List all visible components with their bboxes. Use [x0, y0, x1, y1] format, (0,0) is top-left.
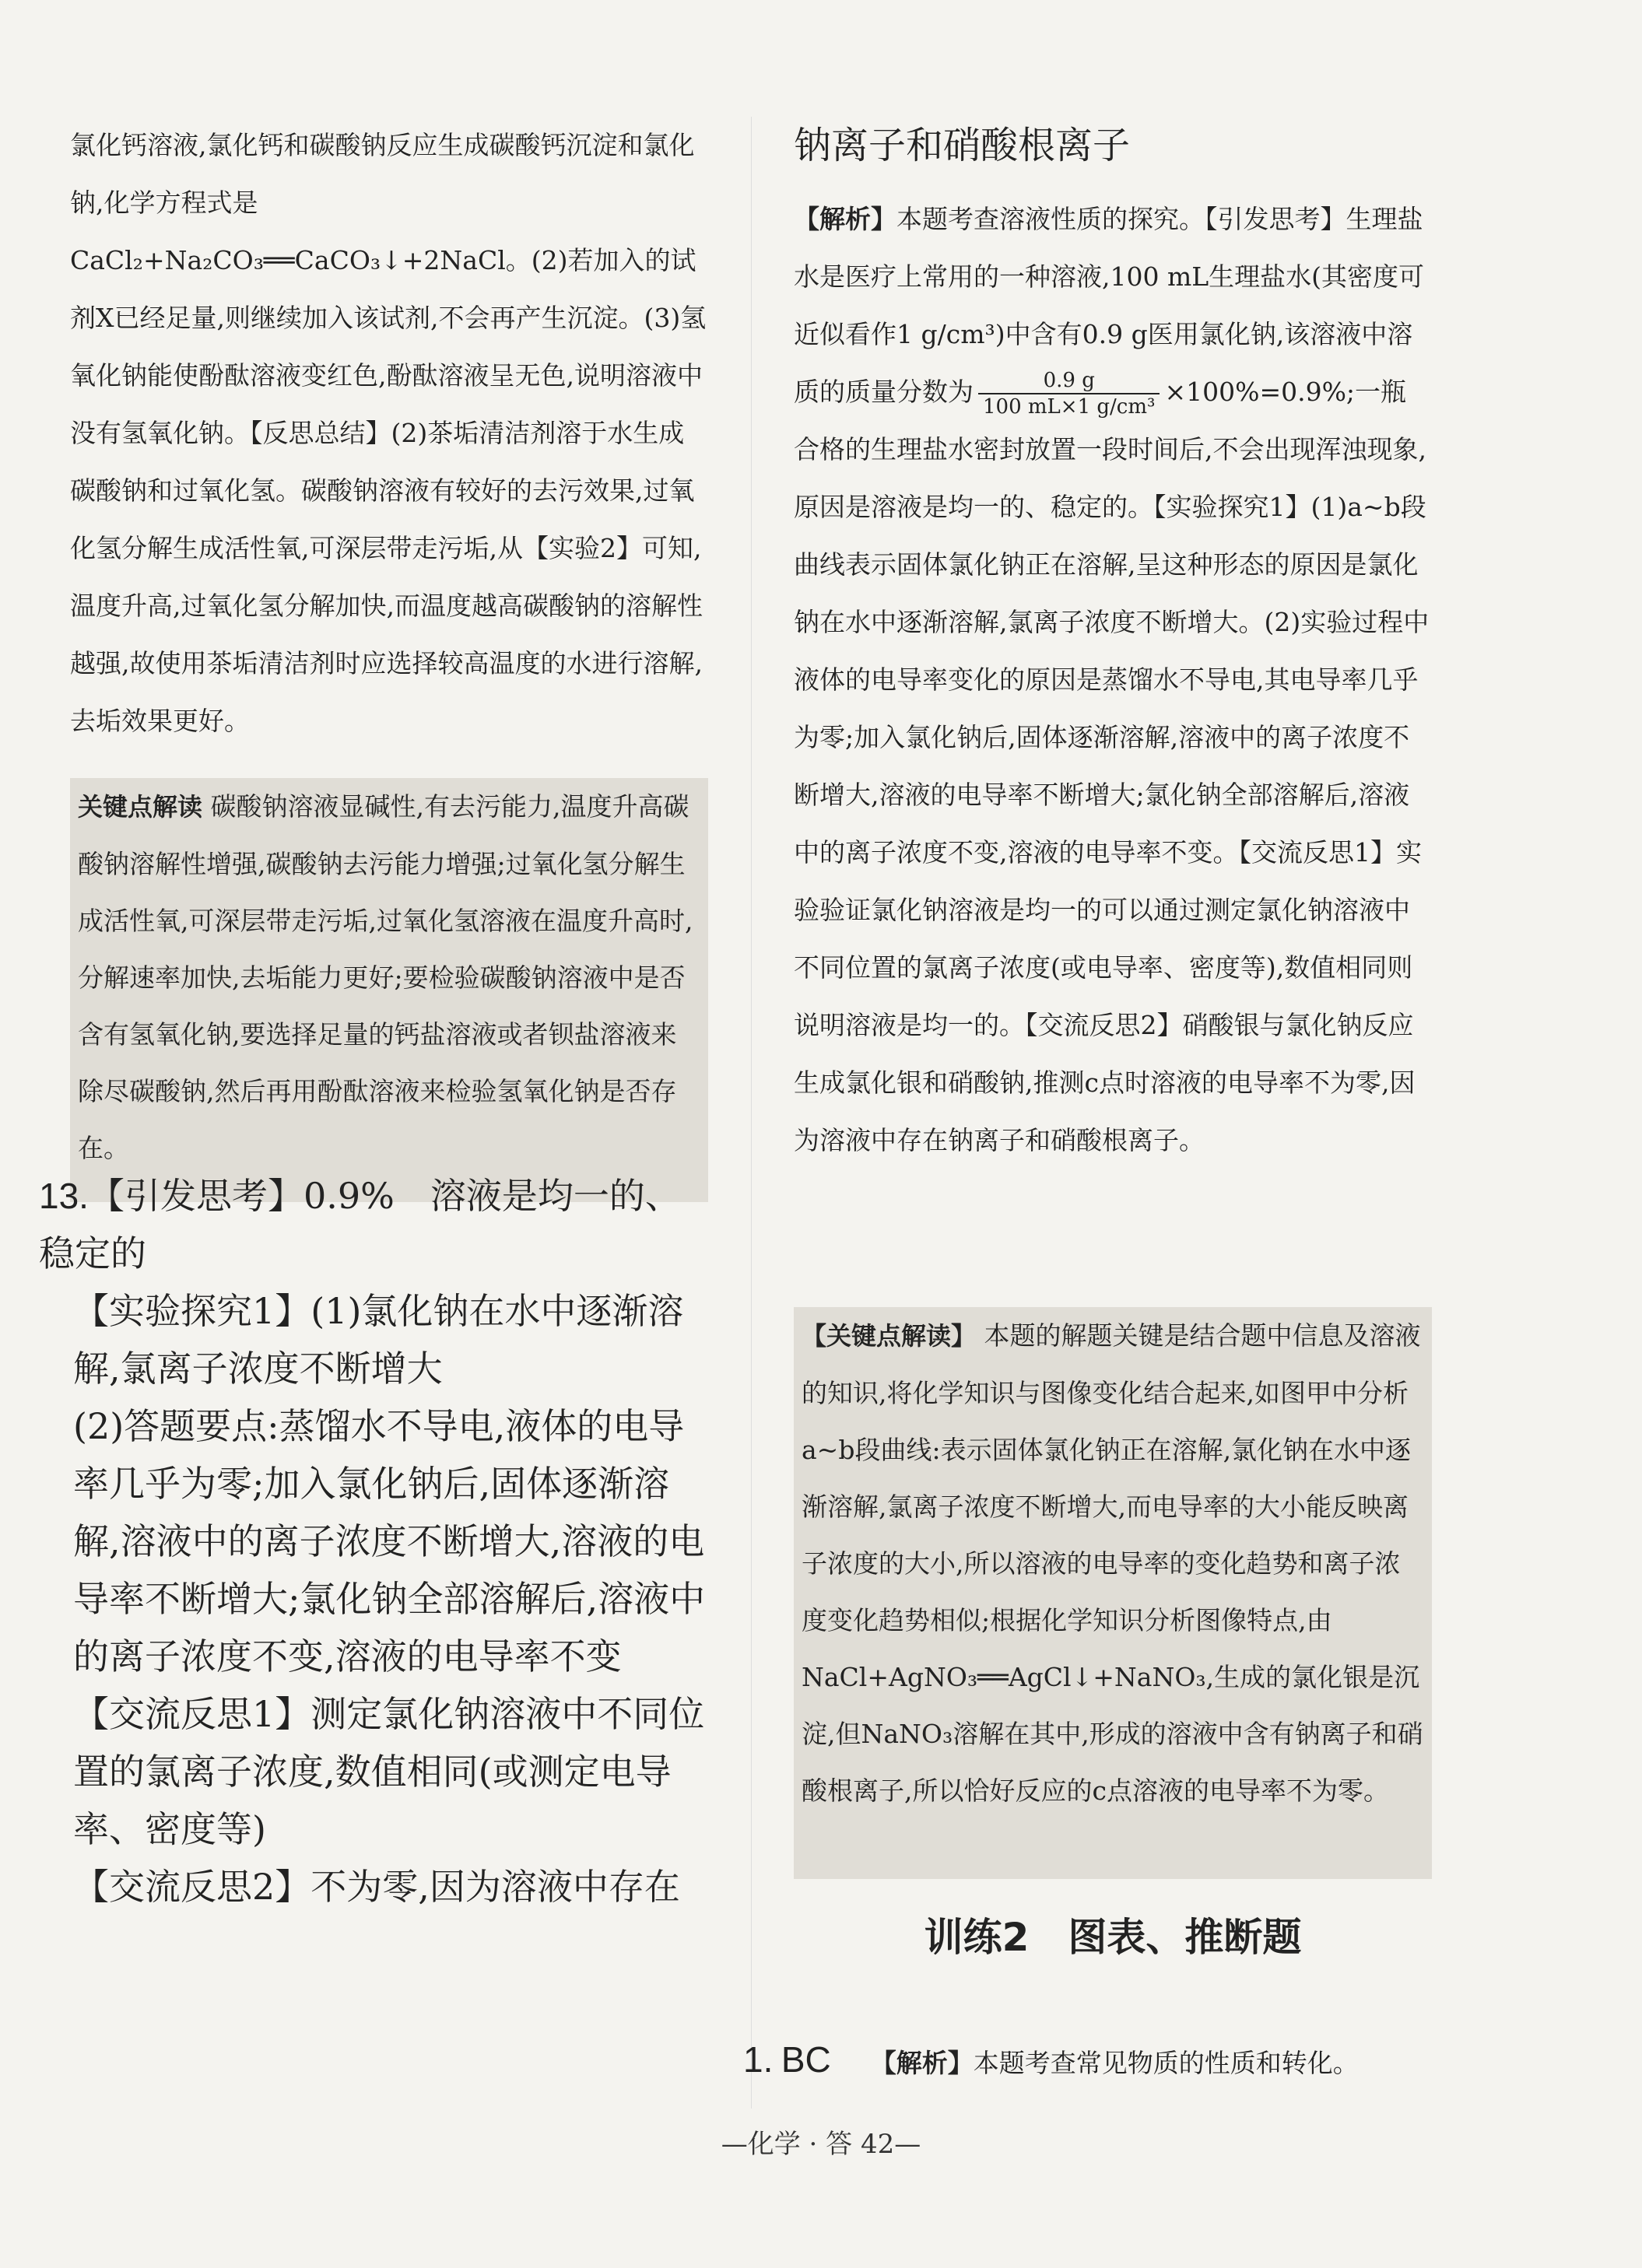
q13-line-1: [39, 1167, 716, 1282]
analysis-tag: 【解析】: [794, 204, 896, 234]
left-paragraph-text: 氯化钙溶液,氯化钙和碳酸钠反应生成碳酸钙沉淀和氯化钠,化学方程式是 CaCl₂+Na₂CO₃══CaCO₃↓+2NaCl。(2)若加入的试剂X已经足量,则继续加入该试剂,不会再产生沉淀。(3)氢氧化钠能使酚酞溶液变红色,酚酞溶液呈无色,说明溶液中没有氢氧化钠。【反思总结】(2)茶垢清洁剂溶于水生成碳酸钠和过氧化氢。碳酸钠溶液有较好的去污效果,过氧化氢分解生成活性氧,可深层带走污垢,从【实验2】可知,温度升高,过氧化氢分解加快,而温度越高碳酸钠的溶解性越强,故使用茶垢清洁剂时应选择较高温度的水进行溶解,去垢效果更好。: [70, 130, 707, 736]
key-point-tag: 关键点解读: [78, 792, 203, 822]
q13-line-5: 【交流反思2】不为零,因为溶液中存在: [73, 1866, 680, 1908]
q13-line-1-text: 【引发思考】0.9% 溶液是均一的、稳定的: [39, 1175, 681, 1274]
section-title: 训练2 图表、推断题: [924, 1915, 1302, 1960]
q13-line-2: 【实验探究1】(1)氯化钠在水中逐渐溶解,氯离子浓度不断增大: [73, 1290, 684, 1390]
question-13: [39, 1167, 716, 1916]
left-paragraph: [70, 117, 708, 750]
mass-fraction-formula: [978, 368, 1160, 419]
q1-analysis-text: 本题考查常见物质的性质和转化。: [973, 2048, 1359, 2078]
page-footer: —化学 · 答 42—: [721, 2129, 921, 2160]
right-head-line: 钠离子和硝酸根离子: [794, 124, 1131, 167]
q1-number: 1.: [743, 2039, 774, 2080]
question-1: [743, 2031, 1444, 2092]
left-key-point-box: [70, 778, 708, 1202]
analysis-p2: ×100%=0.9%;一瓶合格的生理盐水密封放置一段时间后,不会出现浑浊现象,原因是溶液是均一的、稳定的。【实验探究1】(1)a~b段曲线表示固体氯化钠正在溶解,呈这种形态的原因是氯化钠在水中逐渐溶解,氯离子浓度不断增大。(2)实验过程中液体的电导率变化的原因是蒸馏水不导电,其电导率几乎为零;加入氯化钠后,固体逐渐溶解,溶液中的离子浓度不断增大,溶液的电导率不断增大;氯化钠全部溶解后,溶液中的离子浓度不变,溶液的电导率不变。【交流反思1】实验验证氯化钠溶液是均一的可以通过测定氯化钠溶液中不同位置的氯离子浓度(或电导率、密度等),数值相同则说明溶液是均一的。【交流反思2】硝酸银与氯化钠反应生成氯化银和硝酸钠,推测c点时溶液的电导率不为零,因为溶液中存在钠离子和硝酸根离子。: [794, 377, 1430, 1155]
q1-answer: BC: [781, 2039, 831, 2080]
column-divider: [751, 117, 752, 2109]
frac-numerator: 0.9 g: [978, 368, 1160, 394]
right-key-point-box: [794, 1307, 1432, 1879]
q13-line-4: 【交流反思1】测定氯化钠溶液中不同位置的氯离子浓度,数值相同(或测定电导率、密度等): [73, 1693, 705, 1850]
analysis-p1: 本题考查溶液性质的探究。【引发思考】生理盐水是医疗上常用的一种溶液,100 mL生理盐水(其密度可近似看作1 g/cm³)中含有0.9 g医用氯化钠,该溶液中溶质的质量分数为: [794, 204, 1425, 407]
right-analysis-p: [794, 191, 1432, 1169]
q13-number: 13.: [39, 1176, 89, 1216]
right-key-point-tag: 【关键点解读】: [802, 1321, 977, 1351]
key-point-text: 碳酸钠溶液显碱性,有去污能力,温度升高碳酸钠溶解性增强,碳酸钠去污能力增强;过氧化氢分解生成活性氧,可深层带走污垢,过氧化氢溶液在温度升高时,分解速率加快,去垢能力更好;要检验碳酸钠溶液中是否含有氢氧化钠,要选择足量的钙盐溶液或者钡盐溶液来除尽碳酸钠,然后再用酚酞溶液来检验氢氧化钠是否存在。: [78, 791, 693, 1163]
q1-analysis-tag: 【解析】: [870, 2048, 974, 2078]
frac-denominator: 100 mL×1 g/cm³: [983, 395, 1156, 419]
right-analysis: [794, 191, 1432, 1169]
right-key-point-text: 本题的解题关键是结合题中信息及溶液的知识,将化学知识与图像变化结合起来,如图甲中分析a~b段曲线:表示固体氯化钠正在溶解,氯化钠在水中逐渐溶解,氯离子浓度不断增大,而电导率的大小能反映离子浓度的大小,所以溶液的电导率的变化趋势和离子浓度变化趋势相似;根据化学知识分析图像特点,由 NaCl+AgNO₃══AgCl↓+NaNO₃,生成的氯化银是沉淀,但NaNO₃溶解在其中,形成的溶液中含有钠离子和硝酸根离子,所以恰好反应的c点溶液的电导率不为零。: [802, 1320, 1423, 1806]
q13-line-3: (2)答题要点:蒸馏水不导电,液体的电导率几乎为零;加入氯化钠后,固体逐渐溶解,溶液中的离子浓度不断增大,溶液的电导率不断增大;氯化钠全部溶解后,溶液中的离子浓度不变,溶液的电导率不变: [73, 1405, 706, 1677]
